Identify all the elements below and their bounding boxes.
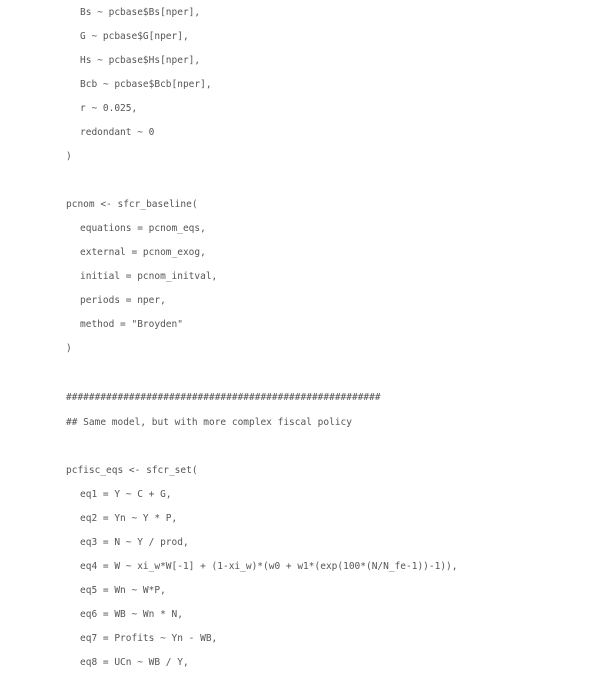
code-line: periods = nper, bbox=[80, 295, 166, 306]
comment-line: ## Same model, but with more complex fiscal policy bbox=[66, 417, 352, 428]
code-line: ) bbox=[66, 343, 72, 354]
code-line: Bs ~ pcbase$Bs[nper], bbox=[80, 7, 201, 18]
code-line: eq5 = Wn ~ W*P, bbox=[80, 585, 166, 596]
code-line: Hs ~ pcbase$Hs[nper], bbox=[80, 55, 201, 66]
comment-divider: ####################################################### bbox=[66, 392, 381, 403]
code-line: method = "Broyden" bbox=[80, 319, 183, 330]
code-line: pcnom <- sfcr_baseline( bbox=[66, 199, 198, 210]
code-line: eq4 = W ~ xi_w*W[-1] + (1-xi_w)*(w0 + w1*(exp(100*(N/N_fe-1))-1)), bbox=[80, 561, 458, 572]
code-line: eq8 = UCn ~ WB / Y, bbox=[80, 657, 189, 668]
code-line: initial = pcnom_initval, bbox=[80, 271, 218, 282]
code-line: pcfisc_eqs <- sfcr_set( bbox=[66, 465, 198, 476]
code-line: eq1 = Y ~ C + G, bbox=[80, 489, 172, 500]
code-line: Bcb ~ pcbase$Bcb[nper], bbox=[80, 79, 212, 90]
code-line: equations = pcnom_eqs, bbox=[80, 223, 206, 234]
code-line: redondant ~ 0 bbox=[80, 127, 155, 138]
code-line: eq6 = WB ~ Wn * N, bbox=[80, 609, 183, 620]
code-line: eq3 = N ~ Y / prod, bbox=[80, 537, 189, 548]
code-line: r ~ 0.025, bbox=[80, 103, 138, 114]
code-line: eq2 = Yn ~ Y * P, bbox=[80, 513, 178, 524]
code-line: external = pcnom_exog, bbox=[80, 247, 206, 258]
code-line: eq7 = Profits ~ Yn - WB, bbox=[80, 633, 218, 644]
code-line: G ~ pcbase$G[nper], bbox=[80, 31, 189, 42]
code-line: ) bbox=[66, 151, 72, 162]
